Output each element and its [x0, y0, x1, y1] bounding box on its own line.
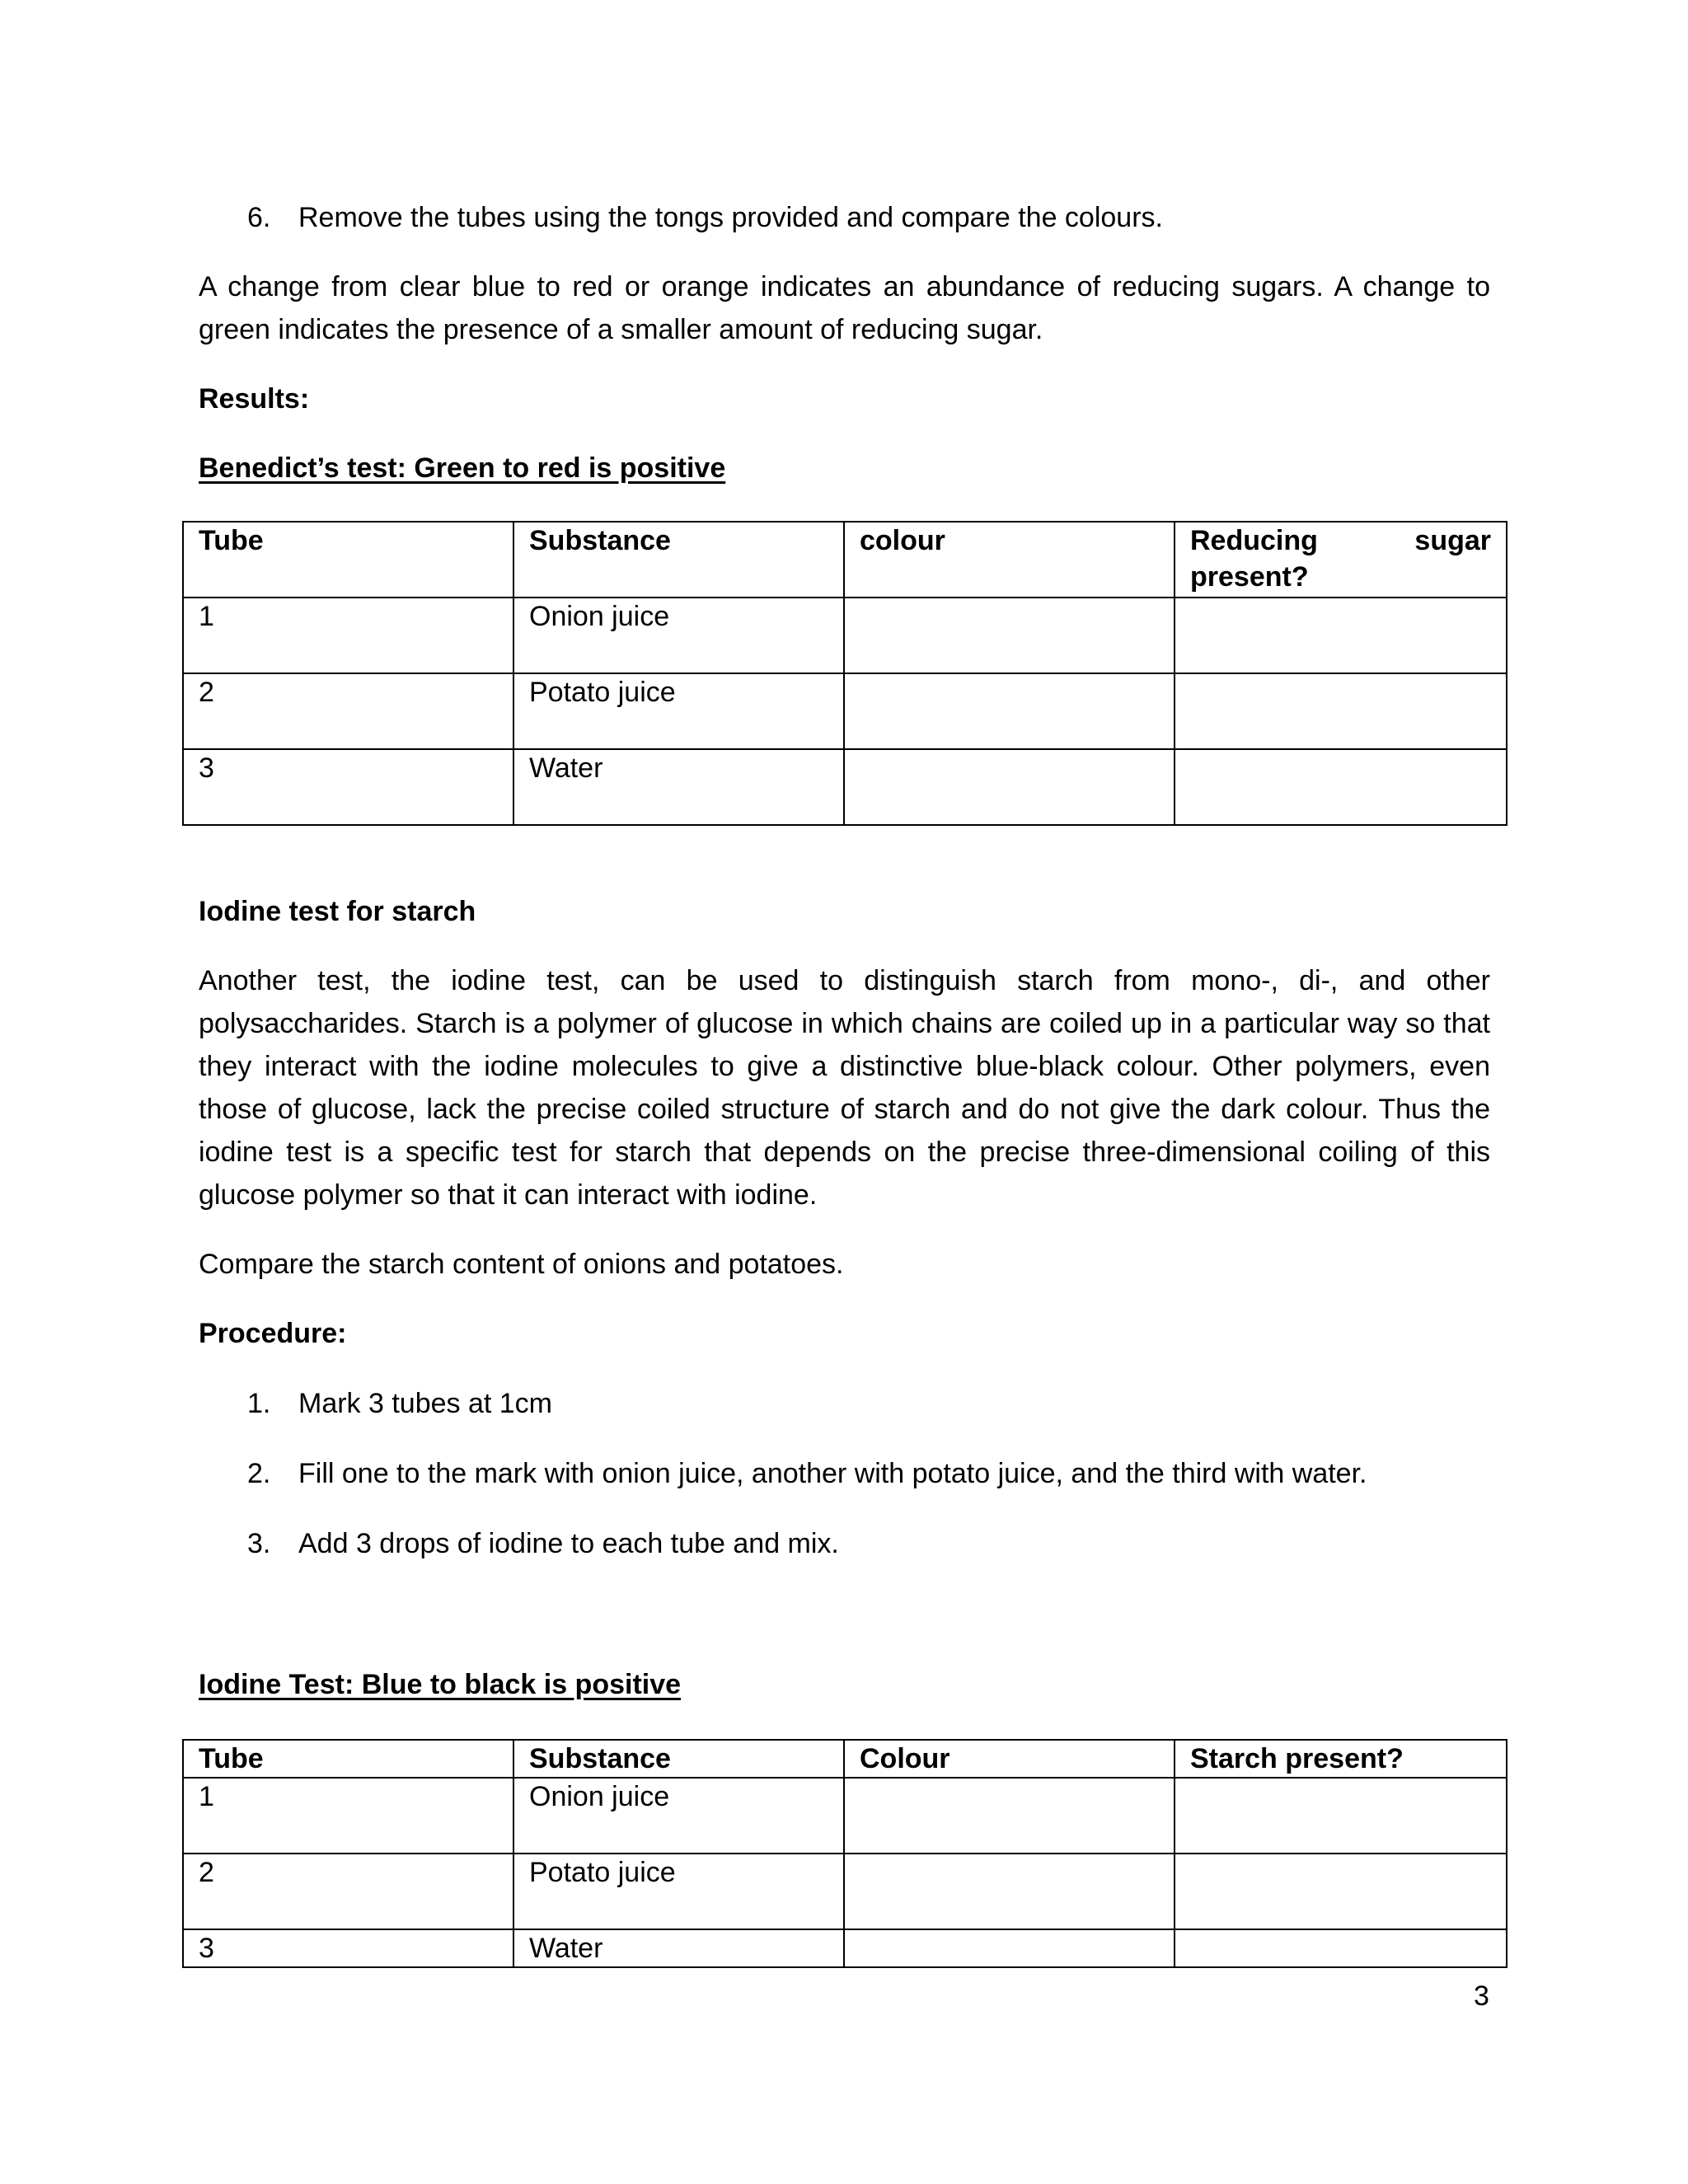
- cell-tube: 1: [183, 1778, 513, 1854]
- header-starch-present: Starch present?: [1175, 1740, 1507, 1778]
- table-row: [183, 673, 1507, 749]
- cell-substance: Water: [513, 749, 844, 825]
- cell-starch-present[interactable]: [1175, 1778, 1507, 1854]
- table-header-row: [183, 1740, 1507, 1778]
- table-header-row: [183, 522, 1507, 598]
- cell-colour[interactable]: [844, 749, 1175, 825]
- cell-tube: 2: [183, 673, 513, 749]
- cell-substance: Onion juice: [513, 598, 844, 673]
- cell-reducing-sugar[interactable]: [1175, 673, 1507, 749]
- cell-colour[interactable]: [844, 1929, 1175, 1967]
- step-6-number: 6.: [247, 202, 271, 233]
- procedure-heading: Procedure:: [199, 1318, 347, 1349]
- procedure-step-number: 1.: [247, 1388, 271, 1419]
- cell-substance: Water: [513, 1929, 844, 1967]
- compare-text: Compare the starch content of onions and potatoes.: [199, 1249, 844, 1280]
- step-6-text: Remove the tubes using the tongs provided and compare the colours.: [298, 202, 1163, 233]
- iodine-results-table: [182, 1739, 1507, 1968]
- procedure-step-number: 3.: [247, 1528, 271, 1559]
- cell-colour[interactable]: [844, 673, 1175, 749]
- header-reducing-word: Reducing: [1190, 525, 1318, 556]
- procedure-step-text: Add 3 drops of iodine to each tube and mix.: [298, 1528, 839, 1559]
- header-reducing-sugar: [1175, 522, 1507, 598]
- procedure-step-text: Fill one to the mark with onion juice, another with potato juice, and the third with water.: [298, 1458, 1367, 1489]
- header-present-word: present?: [1190, 561, 1309, 593]
- benedict-table-caption: Benedict’s test: Green to red is positive: [199, 452, 726, 484]
- cell-starch-present[interactable]: [1175, 1854, 1507, 1929]
- table-row: [183, 749, 1507, 825]
- results-heading: Results:: [199, 383, 310, 415]
- iodine-heading: Iodine test for starch: [199, 896, 476, 927]
- header-colour: Colour: [844, 1740, 1175, 1778]
- cell-reducing-sugar[interactable]: [1175, 749, 1507, 825]
- cell-substance: Potato juice: [513, 1854, 844, 1929]
- cell-tube: 1: [183, 598, 513, 673]
- header-tube: Tube: [183, 1740, 513, 1778]
- table-row: [183, 1778, 1507, 1854]
- benedict-note: A change from clear blue to red or orange indicates an abundance of reducing sugars. A change to green indicates the presence of a smaller amount of reducing sugar.: [199, 271, 1490, 345]
- table-row: [183, 598, 1507, 673]
- cell-colour[interactable]: [844, 598, 1175, 673]
- procedure-step-text: Mark 3 tubes at 1cm: [298, 1388, 553, 1419]
- cell-reducing-sugar[interactable]: [1175, 598, 1507, 673]
- header-substance: Substance: [513, 522, 844, 598]
- cell-substance: Onion juice: [513, 1778, 844, 1854]
- header-substance: Substance: [513, 1740, 844, 1778]
- page-number: 3: [1474, 1980, 1489, 2012]
- cell-colour[interactable]: [844, 1854, 1175, 1929]
- header-colour: colour: [844, 522, 1175, 598]
- cell-tube: 3: [183, 1929, 513, 1967]
- cell-substance: Potato juice: [513, 673, 844, 749]
- iodine-paragraph: Another test, the iodine test, can be used to distinguish starch from mono-, di-, and other polysaccharides. Starch is a polymer of glucose in which chains are coiled up in a particular way so that they interact with the iodine molecules to give a distinctive blue-black colour. Other polymers, even those of glucose, lack the precise coiled structure of starch and do not give the dark colour. Thus the iodine test is a specific test for starch that depends on the precise three-dimensional coiling of this glucose polymer so that it can interact with iodine.: [199, 965, 1490, 1211]
- header-sugar-word: sugar: [1414, 525, 1491, 556]
- table-row: [183, 1929, 1507, 1967]
- cell-starch-present[interactable]: [1175, 1929, 1507, 1967]
- procedure-step-number: 2.: [247, 1458, 271, 1489]
- cell-tube: 2: [183, 1854, 513, 1929]
- table-row: [183, 1854, 1507, 1929]
- benedict-results-table: [182, 521, 1507, 826]
- iodine-table-caption: Iodine Test: Blue to black is positive: [199, 1669, 682, 1700]
- cell-tube: 3: [183, 749, 513, 825]
- cell-colour[interactable]: [844, 1778, 1175, 1854]
- header-tube: Tube: [183, 522, 513, 598]
